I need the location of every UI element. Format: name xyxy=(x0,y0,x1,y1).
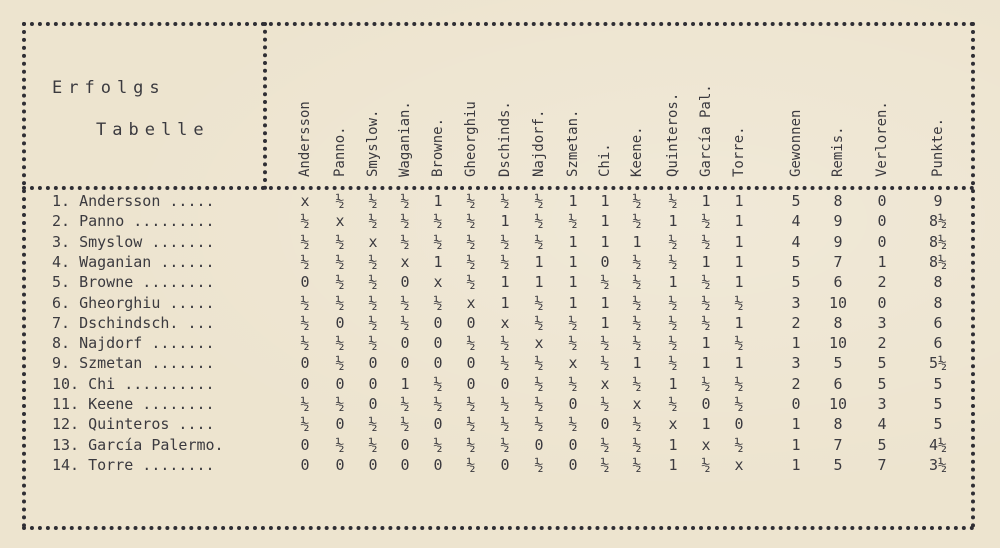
table-cell: x xyxy=(500,313,510,332)
table-cell: 0 xyxy=(877,212,887,231)
table-cell: ½ xyxy=(335,334,345,353)
table-cell: 3 xyxy=(877,313,887,332)
table-cell: ½ xyxy=(466,334,476,353)
table-cell: ½ xyxy=(335,232,345,251)
table-cell: ½ xyxy=(400,395,410,413)
table-cell: x xyxy=(701,435,711,454)
table-cell: 0 xyxy=(300,273,310,292)
row-player-name: 9. Szmetan ....... xyxy=(52,354,215,373)
table-cell: ½ xyxy=(534,293,544,312)
table-cell: 0 xyxy=(600,415,610,434)
table-cell: ½ xyxy=(335,273,345,292)
table-cell: ½ xyxy=(534,395,544,413)
table-cell: 8 xyxy=(933,293,943,312)
table-cell: 1 xyxy=(632,232,642,251)
column-header: Dschinds. xyxy=(497,101,513,177)
table-cell: ½ xyxy=(701,313,711,332)
table-cell: ½ xyxy=(433,395,443,413)
table-cell: 3 xyxy=(791,354,801,373)
table-cell: 5 xyxy=(791,192,801,210)
table-cell: 0 xyxy=(877,232,887,251)
table-cell: 5 xyxy=(791,273,801,292)
table-cell: 4 xyxy=(791,232,801,251)
column-header: Chi. xyxy=(597,143,613,177)
table-cell: x xyxy=(466,293,476,312)
row-player-name: 11. Keene ........ xyxy=(52,395,215,413)
table-cell: ½ xyxy=(335,395,345,413)
table-cell: 2 xyxy=(877,273,887,292)
row-player-name: 2. Panno ......... xyxy=(52,212,215,231)
table-cell: 1 xyxy=(600,313,610,332)
table-cell: x xyxy=(568,354,578,373)
table-cell: 0 xyxy=(400,354,410,373)
table-cell: ½ xyxy=(734,435,744,454)
table-cell: ½ xyxy=(734,334,744,353)
table-cell: 0 xyxy=(877,293,887,312)
table-cell: 1 xyxy=(734,273,744,292)
table-cell: ½ xyxy=(368,435,378,454)
title-dotted-divider xyxy=(263,22,267,190)
table-cell: ½ xyxy=(701,455,711,474)
table-cell: ½ xyxy=(433,293,443,312)
table-cell: ½ xyxy=(568,334,578,353)
table-cell: 0 xyxy=(300,455,310,474)
table-cell: ½ xyxy=(335,252,345,271)
table-cell: 0 xyxy=(568,395,578,413)
table-cell: 0 xyxy=(368,374,378,393)
table-cell: 1 xyxy=(600,212,610,231)
column-header: Quinteros. xyxy=(665,92,681,177)
table-cell: ½ xyxy=(300,415,310,434)
table-cell: 5 xyxy=(877,374,887,393)
table-cell: 0 xyxy=(433,354,443,373)
table-cell: ½ xyxy=(600,273,610,292)
table-cell: ½ xyxy=(668,334,678,353)
table-cell: ½ xyxy=(668,232,678,251)
table-cell: ½ xyxy=(500,232,510,251)
table-cell: ½ xyxy=(368,334,378,353)
table-cell: 1 xyxy=(433,252,443,271)
column-header: Browne. xyxy=(430,117,446,177)
table-cell: 1 xyxy=(600,192,610,210)
table-cell: ½ xyxy=(335,293,345,312)
table-cell: ½ xyxy=(534,415,544,434)
table-title-line1: Erfolgs xyxy=(52,78,166,98)
table-cell: ½ xyxy=(600,395,610,413)
table-cell: ½ xyxy=(466,273,476,292)
table-cell: 0 xyxy=(568,455,578,474)
table-cell: 1 xyxy=(701,192,711,210)
table-cell: 1 xyxy=(433,192,443,210)
table-cell: 1 xyxy=(734,252,744,271)
table-cell: ½ xyxy=(734,374,744,393)
table-cell: ½ xyxy=(632,192,642,210)
table-cell: 8 xyxy=(933,273,943,292)
table-cell: 6 xyxy=(933,313,943,332)
table-cell: ½ xyxy=(600,354,610,373)
table-cell: ½ xyxy=(701,374,711,393)
table-cell: ½ xyxy=(534,313,544,332)
table-cell: ½ xyxy=(668,252,678,271)
row-player-name: 6. Gheorghiu ..... xyxy=(52,293,215,312)
table-cell: 10 xyxy=(828,293,848,312)
table-cell: ½ xyxy=(632,374,642,393)
table-cell: x xyxy=(668,415,678,434)
table-cell: 10 xyxy=(828,334,848,353)
table-cell: 1 xyxy=(791,334,801,353)
table-cell: 1 xyxy=(701,252,711,271)
table-cell: ½ xyxy=(368,192,378,210)
table-cell: 8½ xyxy=(928,212,948,231)
table-cell: 7 xyxy=(833,435,843,454)
table-cell: ½ xyxy=(300,232,310,251)
table-cell: 1 xyxy=(701,334,711,353)
table-cell: x xyxy=(400,252,410,271)
table-cell: 4 xyxy=(877,415,887,434)
column-header: Waganian. xyxy=(397,101,413,177)
table-cell: ½ xyxy=(500,252,510,271)
table-cell: 2 xyxy=(791,313,801,332)
column-header: Punkte. xyxy=(930,117,946,177)
table-cell: 1 xyxy=(534,252,544,271)
table-cell: ½ xyxy=(368,415,378,434)
table-cell: ½ xyxy=(534,374,544,393)
column-header: Verloren. xyxy=(874,101,890,177)
top-dotted-border xyxy=(22,22,975,26)
table-cell: ½ xyxy=(368,293,378,312)
table-cell: 0 xyxy=(400,455,410,474)
table-cell: x xyxy=(433,273,443,292)
table-cell: ½ xyxy=(701,232,711,251)
table-cell: 1 xyxy=(568,273,578,292)
table-cell: ½ xyxy=(632,212,642,231)
table-cell: 0 xyxy=(433,455,443,474)
table-cell: 0 xyxy=(400,435,410,454)
column-header: Andersson xyxy=(297,101,313,177)
header-dotted-divider xyxy=(22,186,975,190)
table-cell: 1 xyxy=(534,273,544,292)
table-cell: ½ xyxy=(400,293,410,312)
row-player-name: 1. Andersson ..... xyxy=(52,192,215,210)
table-cell: 0 xyxy=(466,354,476,373)
table-cell: ½ xyxy=(400,415,410,434)
table-cell: 0 xyxy=(568,435,578,454)
table-cell: 1 xyxy=(791,455,801,474)
table-cell: ½ xyxy=(500,435,510,454)
table-cell: ½ xyxy=(500,415,510,434)
table-cell: 5 xyxy=(833,354,843,373)
table-cell: ½ xyxy=(632,293,642,312)
table-cell: ½ xyxy=(632,415,642,434)
table-cell: ½ xyxy=(300,313,310,332)
table-cell: 1 xyxy=(701,415,711,434)
table-cell: ½ xyxy=(300,252,310,271)
table-cell: 8 xyxy=(833,313,843,332)
table-cell: 1 xyxy=(600,232,610,251)
table-cell: 0 xyxy=(466,313,476,332)
table-cell: 4½ xyxy=(928,435,948,454)
table-cell: 3½ xyxy=(928,455,948,474)
table-cell: 3 xyxy=(877,395,887,413)
table-cell: 1 xyxy=(734,212,744,231)
table-cell: ½ xyxy=(368,273,378,292)
table-cell: 8½ xyxy=(928,232,948,251)
table-cell: 0 xyxy=(335,374,345,393)
table-cell: ½ xyxy=(300,293,310,312)
table-cell: ½ xyxy=(466,435,476,454)
table-cell: 7 xyxy=(877,455,887,474)
table-cell: ½ xyxy=(335,435,345,454)
table-cell: 6 xyxy=(933,334,943,353)
row-player-name: 5. Browne ........ xyxy=(52,273,215,292)
table-cell: 1 xyxy=(400,374,410,393)
table-cell: 0 xyxy=(300,435,310,454)
table-cell: 0 xyxy=(335,455,345,474)
table-cell: ½ xyxy=(668,293,678,312)
table-cell: ½ xyxy=(433,212,443,231)
table-cell: 0 xyxy=(466,374,476,393)
table-cell: ½ xyxy=(500,192,510,210)
table-cell: 6 xyxy=(833,374,843,393)
table-cell: 0 xyxy=(791,395,801,413)
table-cell: 0 xyxy=(433,334,443,353)
table-cell: ½ xyxy=(433,435,443,454)
table-cell: 5 xyxy=(877,354,887,373)
table-cell: 0 xyxy=(500,374,510,393)
column-header: García Pal. xyxy=(698,84,714,177)
table-cell: ½ xyxy=(668,192,678,210)
table-cell: 0 xyxy=(534,435,544,454)
table-cell: ½ xyxy=(400,192,410,210)
column-header: Gewonnen xyxy=(788,109,804,177)
table-cell: 0 xyxy=(734,415,744,434)
table-cell: ½ xyxy=(668,354,678,373)
column-header: Szmetan. xyxy=(565,109,581,177)
table-cell: ½ xyxy=(632,435,642,454)
table-cell: 5 xyxy=(933,415,943,434)
table-cell: x xyxy=(534,334,544,353)
table-cell: 0 xyxy=(368,395,378,413)
table-cell: 0 xyxy=(400,334,410,353)
table-cell: ½ xyxy=(600,334,610,353)
table-cell: 1 xyxy=(632,354,642,373)
column-header: Smyslow. xyxy=(365,109,381,177)
column-header: Gheorghiu xyxy=(463,101,479,177)
table-cell: ½ xyxy=(734,293,744,312)
table-cell: ½ xyxy=(335,354,345,373)
table-cell: 5 xyxy=(833,455,843,474)
table-cell: ½ xyxy=(466,192,476,210)
table-cell: 5 xyxy=(877,435,887,454)
table-cell: 1 xyxy=(500,273,510,292)
column-header: Torre. xyxy=(731,126,747,177)
table-cell: 2 xyxy=(877,334,887,353)
table-cell: ½ xyxy=(568,212,578,231)
table-cell: ½ xyxy=(433,232,443,251)
table-cell: 0 xyxy=(600,252,610,271)
table-cell: ½ xyxy=(534,212,544,231)
table-cell: ½ xyxy=(466,455,476,474)
table-cell: ½ xyxy=(734,395,744,413)
table-cell: ½ xyxy=(400,232,410,251)
table-cell: ½ xyxy=(534,354,544,373)
table-cell: 1 xyxy=(568,232,578,251)
table-cell: 4 xyxy=(791,212,801,231)
right-dotted-border xyxy=(971,22,975,528)
table-cell: ½ xyxy=(668,395,678,413)
table-cell: 7 xyxy=(833,252,843,271)
table-cell: 1 xyxy=(600,293,610,312)
table-cell: 1 xyxy=(668,273,678,292)
table-cell: 1 xyxy=(734,354,744,373)
column-header: Remis. xyxy=(830,126,846,177)
table-cell: ½ xyxy=(668,313,678,332)
table-cell: ½ xyxy=(534,192,544,210)
table-cell: ½ xyxy=(534,232,544,251)
table-cell: 1 xyxy=(668,455,678,474)
table-cell: 0 xyxy=(500,455,510,474)
table-cell: 0 xyxy=(368,455,378,474)
table-cell: 1 xyxy=(668,435,678,454)
table-title-line2: Tabelle xyxy=(96,120,210,140)
table-cell: 10 xyxy=(828,395,848,413)
table-cell: 1 xyxy=(568,192,578,210)
table-cell: 5 xyxy=(933,374,943,393)
table-cell: 3 xyxy=(791,293,801,312)
table-cell: 1 xyxy=(568,252,578,271)
table-cell: 2 xyxy=(791,374,801,393)
table-cell: ½ xyxy=(400,313,410,332)
row-player-name: 12. Quinteros .... xyxy=(52,415,215,434)
table-cell: ½ xyxy=(300,395,310,413)
table-cell: ½ xyxy=(433,374,443,393)
table-cell: x xyxy=(335,212,345,231)
table-cell: ½ xyxy=(701,212,711,231)
table-cell: ½ xyxy=(600,455,610,474)
table-cell: 1 xyxy=(701,354,711,373)
table-cell: 5 xyxy=(933,395,943,413)
table-cell: 1 xyxy=(734,232,744,251)
table-cell: ½ xyxy=(400,212,410,231)
table-cell: 0 xyxy=(433,313,443,332)
table-cell: 9 xyxy=(833,232,843,251)
column-header: Najdorf. xyxy=(531,109,547,177)
table-cell: ½ xyxy=(568,415,578,434)
table-cell: 1 xyxy=(668,374,678,393)
row-player-name: 14. Torre ........ xyxy=(52,455,215,474)
table-cell: ½ xyxy=(466,212,476,231)
table-cell: ½ xyxy=(300,334,310,353)
table-cell: ½ xyxy=(466,415,476,434)
row-player-name: 3. Smyslow ....... xyxy=(52,232,215,251)
table-cell: ½ xyxy=(368,252,378,271)
table-cell: ½ xyxy=(500,395,510,413)
table-cell: ½ xyxy=(632,313,642,332)
table-cell: ½ xyxy=(368,212,378,231)
table-cell: x xyxy=(734,455,744,474)
table-cell: 6 xyxy=(833,273,843,292)
table-cell: ½ xyxy=(632,334,642,353)
table-cell: x xyxy=(600,374,610,393)
table-cell: 0 xyxy=(400,273,410,292)
table-cell: 8 xyxy=(833,415,843,434)
table-cell: 0 xyxy=(701,395,711,413)
bottom-dotted-border xyxy=(22,526,975,530)
table-cell: 0 xyxy=(368,354,378,373)
table-cell: ½ xyxy=(701,293,711,312)
column-header: Panno. xyxy=(332,126,348,177)
table-cell: ½ xyxy=(568,313,578,332)
column-header: Keene. xyxy=(629,126,645,177)
row-player-name: 13. García Palermo. xyxy=(52,435,224,454)
table-cell: ½ xyxy=(632,273,642,292)
table-cell: ½ xyxy=(466,232,476,251)
table-cell: 9 xyxy=(933,192,943,210)
table-cell: x xyxy=(632,395,642,413)
left-dotted-border xyxy=(22,22,26,528)
table-cell: ½ xyxy=(701,273,711,292)
table-cell: ½ xyxy=(600,435,610,454)
table-cell: 1 xyxy=(500,212,510,231)
table-cell: 1 xyxy=(791,415,801,434)
table-cell: 0 xyxy=(335,313,345,332)
table-cell: 1 xyxy=(568,293,578,312)
row-player-name: 4. Waganian ...... xyxy=(52,252,215,271)
table-cell: 1 xyxy=(734,192,744,210)
table-cell: 5½ xyxy=(928,354,948,373)
table-cell: 9 xyxy=(833,212,843,231)
table-cell: ½ xyxy=(568,374,578,393)
row-player-name: 10. Chi .......... xyxy=(52,374,215,393)
table-cell: ½ xyxy=(300,212,310,231)
table-cell: ½ xyxy=(632,252,642,271)
table-cell: 0 xyxy=(335,415,345,434)
table-cell: 8 xyxy=(833,192,843,210)
table-cell: ½ xyxy=(632,455,642,474)
table-cell: x xyxy=(368,232,378,251)
table-cell: ½ xyxy=(466,252,476,271)
table-cell: 1 xyxy=(734,313,744,332)
table-cell: 1 xyxy=(791,435,801,454)
table-cell: 0 xyxy=(433,415,443,434)
row-player-name: 8. Najdorf ....... xyxy=(52,334,215,353)
table-cell: ½ xyxy=(335,192,345,210)
table-cell: ½ xyxy=(534,455,544,474)
table-cell: 0 xyxy=(877,192,887,210)
table-cell: 0 xyxy=(300,374,310,393)
table-cell: ½ xyxy=(500,334,510,353)
table-cell: 1 xyxy=(668,212,678,231)
table-cell: ½ xyxy=(368,313,378,332)
table-cell: 1 xyxy=(500,293,510,312)
row-player-name: 7. Dschindsch. ... xyxy=(52,313,215,332)
table-cell: 8½ xyxy=(928,252,948,271)
table-cell: x xyxy=(300,192,310,210)
table-cell: ½ xyxy=(466,395,476,413)
table-cell: ½ xyxy=(500,354,510,373)
table-cell: 0 xyxy=(300,354,310,373)
table-cell: 5 xyxy=(791,252,801,271)
table-cell: 1 xyxy=(877,252,887,271)
